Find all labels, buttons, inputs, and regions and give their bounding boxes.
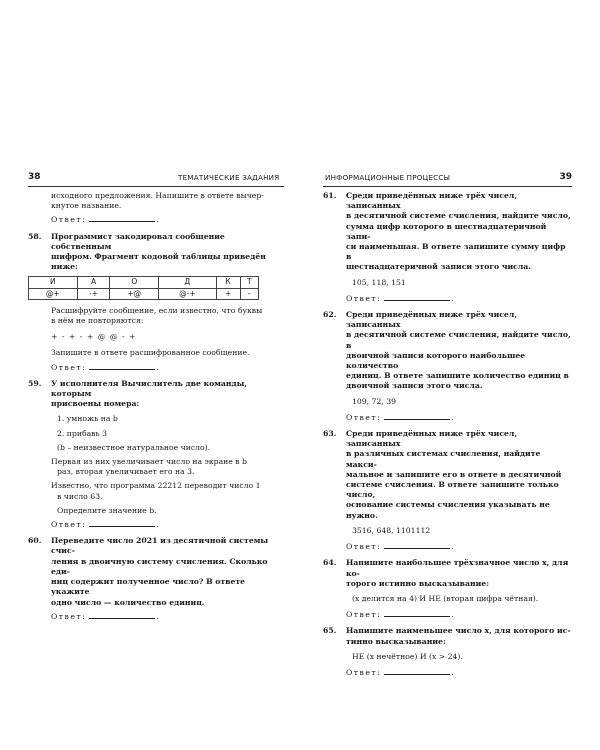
- task-number: 65.: [323, 626, 337, 636]
- text-line: в число 63.: [57, 491, 103, 501]
- text-line: в десятичной системе счисления, найдите число, в: [346, 330, 571, 350]
- text-line: системе счисления. В ответе запишите только число,: [346, 480, 559, 500]
- text-line: Определите значение b.: [57, 505, 157, 515]
- task-number: 60.: [28, 536, 42, 546]
- statement: (x делится на 4) И НЕ (вторая цифра чётная).: [352, 593, 539, 603]
- text-line: Среди приведённых ниже трёх чисел, записанных: [346, 191, 518, 211]
- task-58: [28, 232, 284, 373]
- text-line: тинно высказывание:: [346, 636, 446, 646]
- answer-label: Ответ:: [346, 667, 382, 677]
- answer-blank[interactable]: [89, 362, 155, 370]
- text-line: Программист закодировал сообщение собственным: [51, 231, 225, 251]
- answer-line: Ответ: .: [346, 667, 454, 677]
- answer-label: Ответ:: [51, 362, 87, 372]
- answer-line: Ответ: .: [51, 520, 159, 530]
- task-text: [346, 626, 572, 646]
- code-table: [28, 276, 259, 299]
- task-61: [323, 191, 572, 304]
- text-line: двоичной записи этого числа.: [346, 381, 483, 391]
- text-line: Первая из них увеличивает число на экране в b: [51, 457, 247, 467]
- number-list: 109, 72, 39: [352, 396, 397, 406]
- left-page: [28, 172, 284, 622]
- task-text: [346, 310, 572, 392]
- task-number: 58.: [28, 231, 42, 241]
- answer-blank[interactable]: [384, 541, 450, 549]
- page-header: [28, 172, 284, 187]
- answer-label: Ответ:: [51, 520, 87, 530]
- answer-line: Ответ: .: [51, 215, 159, 225]
- text-line: Расшифруйте сообщение, если известно, что буквы: [51, 305, 263, 315]
- text-line: основание системы счисления указывать не нужно.: [346, 500, 550, 520]
- text-line: Среди приведённых ниже трёх чисел, записанных: [346, 310, 518, 330]
- text-line: шифром. Фрагмент кодовой таблицы приведён: [51, 252, 266, 262]
- number-list: 105, 118, 151: [352, 277, 406, 287]
- right-page: [323, 172, 572, 678]
- task-62: [323, 310, 572, 423]
- answer-line: Ответ: .: [51, 362, 159, 372]
- table-cell: +@: [110, 288, 159, 299]
- answer-label: Ответ:: [346, 610, 382, 620]
- answer-line: Ответ: .: [346, 610, 454, 620]
- answer-blank[interactable]: [384, 293, 450, 301]
- task-number: 63.: [323, 429, 337, 439]
- text-line: в различных системах счисления, найдите макси-: [346, 449, 541, 469]
- page-header: [323, 172, 572, 187]
- text-line: исходного предложения. Напишите в ответе вычер-: [51, 191, 264, 200]
- text-line: ления в двоичную систему счисления. Сколько еди-: [51, 556, 268, 576]
- text-line: одно число — количество единиц.: [51, 597, 205, 607]
- text-line: Известно, что программа 22212 переводит число 1: [51, 481, 261, 491]
- table-cell: -+: [77, 288, 110, 299]
- section-title: ТЕМАТИЧЕСКИЕ ЗАДАНИЯ: [178, 173, 280, 182]
- task-65: [323, 626, 572, 678]
- previous-task-continuation: [51, 191, 284, 226]
- text-line: в нём не повторяются:: [51, 316, 144, 326]
- table-cell: О: [110, 277, 159, 288]
- text-line: Напишите наименьшее число x, для которого ис-: [346, 626, 571, 636]
- answer-line: Ответ: .: [346, 293, 454, 303]
- task-number: 64.: [323, 558, 337, 568]
- task-text: [51, 379, 284, 410]
- page-number: 39: [559, 172, 572, 182]
- table-cell: А: [77, 277, 110, 288]
- answer-blank[interactable]: [89, 519, 155, 527]
- text-line: единиц. В ответе запишите количество единиц в: [346, 371, 569, 381]
- task-59: [28, 379, 284, 530]
- answer-label: Ответ:: [346, 542, 382, 552]
- text-line: Запишите в ответе расшифрованное сообщение.: [51, 348, 250, 358]
- answer-blank[interactable]: [89, 611, 155, 619]
- text-line: раз, вторая увеличивает его на 3.: [57, 467, 195, 477]
- task-number: 61.: [323, 191, 337, 200]
- text-line: двоичной записи которого наибольшее количество: [346, 350, 526, 371]
- command-2: 2. прибавь 3: [57, 428, 108, 438]
- text-line: ниц содержит полученное число? В ответе укажите: [51, 577, 246, 597]
- task-64: [323, 558, 572, 620]
- text-line: Среди приведённых ниже трёх чисел, записанных: [346, 429, 518, 449]
- statement: НЕ (x нечётное) И (x > 24).: [352, 651, 463, 661]
- page-number: 38: [28, 172, 41, 182]
- section-title: ИНФОРМАЦИОННЫЕ ПРОЦЕССЫ: [325, 173, 451, 182]
- table-cell: И: [29, 277, 78, 288]
- table-cell: Т: [240, 277, 258, 288]
- table-cell: +: [216, 288, 240, 299]
- text-line: в десятичной системе счисления, найдите число,: [346, 211, 571, 221]
- text-line: шестнадцатеричной записи этого числа.: [346, 262, 531, 272]
- text-line: кнутое название.: [51, 201, 122, 211]
- task-number: 59.: [28, 378, 42, 388]
- answer-blank[interactable]: [384, 412, 450, 420]
- text-line: (b – неизвестное натуральное число).: [57, 442, 211, 452]
- task-text: [346, 191, 572, 273]
- task-text: [346, 558, 572, 589]
- text-line: Напишите наибольшее трёхзначное число x, для ко-: [346, 558, 569, 578]
- text-line: Переведите число 2021 из десятичной системы счис-: [51, 536, 269, 556]
- answer-line: Ответ: .: [346, 412, 454, 422]
- table-cell: @+: [29, 288, 78, 299]
- table-cell: К: [216, 277, 240, 288]
- table-cell: -: [240, 288, 258, 299]
- text-line: си наименьшая. В ответе запишите сумму цифр в: [346, 242, 566, 262]
- answer-blank[interactable]: [384, 609, 450, 617]
- answer-blank[interactable]: [384, 667, 450, 675]
- answer-line: Ответ: .: [346, 542, 454, 552]
- task-text: [346, 429, 572, 521]
- encoded-message: + - + - + @ @ - +: [51, 332, 137, 342]
- text-line: торого истинно высказывание:: [346, 578, 490, 588]
- table-cell: @-+: [159, 288, 217, 299]
- answer-label: Ответ:: [346, 412, 382, 422]
- task-63: [323, 429, 572, 552]
- answer-label: Ответ:: [51, 611, 87, 621]
- task-60: [28, 536, 284, 622]
- number-list: 3516, 648, 1101112: [352, 525, 431, 535]
- code-table-letters: [29, 277, 259, 288]
- text-line: ниже:: [51, 262, 78, 272]
- answer-line: Ответ: .: [51, 611, 159, 621]
- answer-label: Ответ:: [51, 215, 87, 225]
- answer-blank[interactable]: [89, 214, 155, 222]
- task-number: 62.: [323, 310, 337, 320]
- answer-label: Ответ:: [346, 293, 382, 303]
- text-line: У исполнителя Вычислитель две команды, которым: [51, 378, 248, 399]
- command-1: 1. умножь на b: [57, 414, 118, 424]
- book-spread: [28, 172, 572, 677]
- text-line: сумма цифр которого в шестнадцатеричной запи-: [346, 221, 547, 241]
- text-line: мальное и запишите его в ответе в десятичной: [346, 469, 562, 479]
- task-text: [51, 232, 284, 273]
- code-table-codes: [29, 288, 259, 299]
- task-text: [51, 536, 284, 607]
- text-line: присвоены номера:: [51, 399, 140, 409]
- table-cell: Д: [159, 277, 217, 288]
